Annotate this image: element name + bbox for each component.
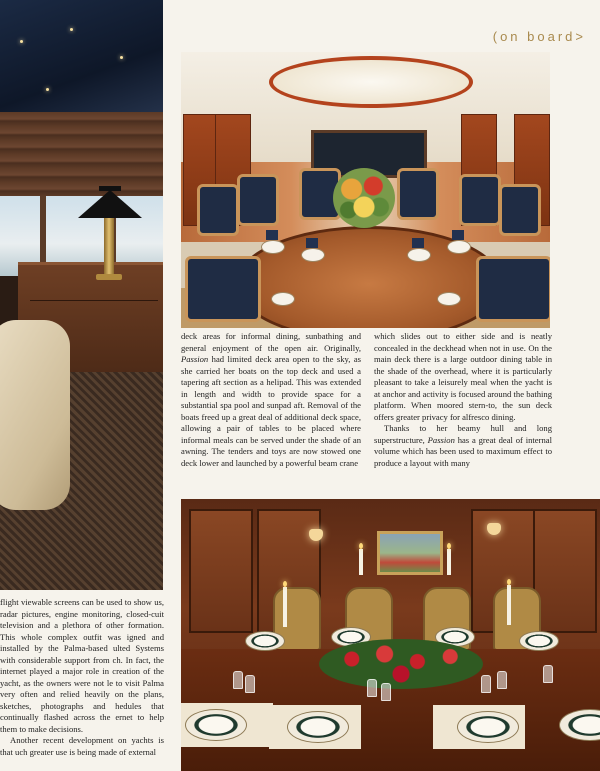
body-text: Thanks to her beamy hull and long superstructure, [374, 423, 552, 445]
candle-flame-icon [283, 581, 287, 587]
chair [185, 256, 261, 322]
wine-glass-icon [381, 683, 391, 701]
plate [407, 248, 431, 262]
sofa [0, 320, 70, 510]
dinner-plate [245, 631, 285, 651]
body-paragraph: Another recent development on yachts is that uch greater use is being made of external [0, 735, 164, 757]
chair [476, 256, 550, 322]
chair [237, 174, 279, 226]
ceiling-light-icon [120, 56, 123, 59]
dinner-plate [519, 631, 559, 651]
ceiling-light-icon [20, 40, 23, 43]
lamp-base [104, 218, 114, 278]
dinner-plate [457, 711, 519, 743]
chair [459, 174, 501, 226]
napkin [412, 238, 424, 248]
body-text: had limited deck area open to the sky, as she carried her boats on the top deck and used a tapering aft section as a helipad. This was extended in length and width to provide space for a substantial spa pool and sunpad aft. Removal of the boats freed up a great deal of additional deck space, allowing a pair of tables to be placed where informal meals can be served under the shade of an awning. The tenders and toys are now stowed one deck lower and launched by a powerful beam crane [181, 354, 361, 468]
wine-glass-icon [245, 675, 255, 693]
wine-glass-icon [543, 665, 553, 683]
body-paragraph: which slides out to either side and is neatly concealed in the deckhead when not in use. On the main deck there is a large outdoor dining table in the shade of the overhead, where it is particularly pleasant to take a leisurely meal when the yacht is at anchor and activity is focused around the bathing platform. When moored stern-to, the sun deck offers greater privacy for alfresco dining. [374, 331, 552, 422]
salon-lounge-photo [0, 0, 163, 590]
lamp-shade-icon [78, 190, 142, 218]
section-tag: (on board> [492, 29, 586, 44]
wine-glass-icon [233, 671, 243, 689]
ceiling [0, 0, 163, 120]
dinner-plate [287, 711, 349, 743]
yacht-name: Passion [427, 434, 455, 445]
candle-flame-icon [359, 543, 363, 549]
body-paragraph: flight viewable screens can be used to show us, radar pictures, engine monitoring, closed-cuit television and a plethora of other formation. This whole complex outfit was igned and installed by the Palma-based ulted Systems with considerable support from ch. In fact, the internet played a major role in creation of the yacht, as the owners were not le to visit Palma very often and relied heavily on the plans, sketches, photographs and hedules that continually flashed across the ernet to help them to make decisions. [0, 597, 164, 734]
napkin [452, 230, 464, 240]
candle [447, 549, 451, 575]
salon-dining-photo [181, 52, 550, 328]
plate [437, 292, 461, 306]
ceiling-dome [269, 56, 473, 108]
table-candle [507, 585, 511, 625]
candle-flame-icon [507, 579, 511, 585]
candle-flame-icon [447, 543, 451, 549]
napkin [306, 238, 318, 248]
dining-room-photo [181, 499, 600, 771]
plate [447, 240, 471, 254]
napkin [266, 230, 278, 240]
candle [359, 549, 363, 575]
flower-arrangement-icon [333, 168, 395, 228]
landscape-painting [377, 531, 443, 575]
dinner-plate [185, 709, 247, 741]
plate [301, 248, 325, 262]
table-candle [283, 587, 287, 627]
plate [261, 240, 285, 254]
window-blind [0, 112, 163, 196]
chair [197, 184, 239, 236]
wood-panel [189, 509, 253, 633]
wine-glass-icon [367, 679, 377, 697]
cabinet-line [30, 300, 158, 301]
body-text: has a great deal of internal volume which has been used to maximum effect to produce a layout with many [374, 434, 552, 468]
rose-centerpiece-icon [319, 639, 483, 689]
article-column-left [0, 597, 164, 758]
ceiling-light-icon [46, 88, 49, 91]
ceiling-light-icon [70, 28, 73, 31]
article-column-middle [181, 331, 361, 469]
yacht-name: Passion [181, 354, 209, 364]
chair [499, 184, 541, 236]
article-column-right [374, 331, 552, 469]
wine-glass-icon [481, 675, 491, 693]
wine-glass-icon [497, 671, 507, 689]
body-text: deck areas for informal dining, sunbathing and general enjoyment of the open air. Originally, [181, 331, 361, 353]
lamp-foot [96, 274, 122, 280]
wood-panel [533, 509, 597, 633]
chair [397, 168, 439, 220]
plate [271, 292, 295, 306]
